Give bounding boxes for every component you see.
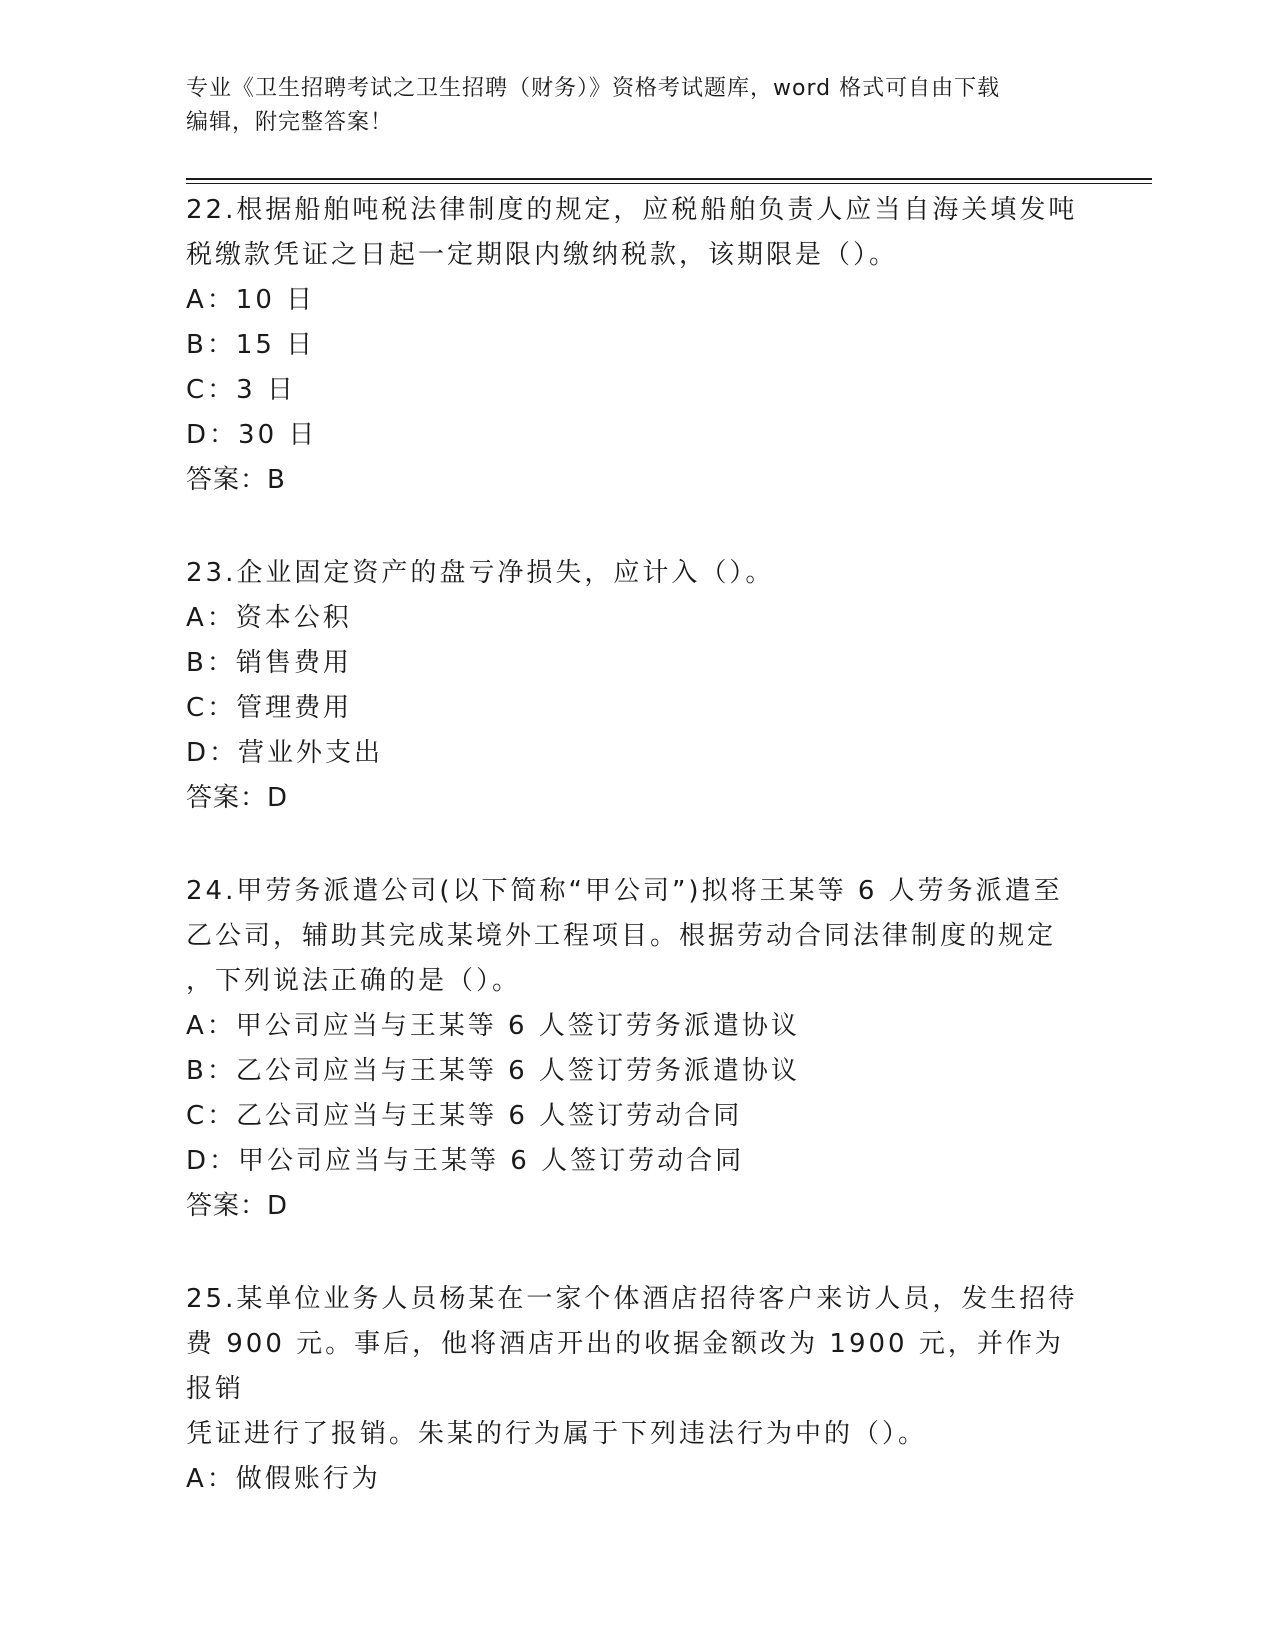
option-b: B：销售费用 (186, 648, 352, 678)
option-d: D：30 日 (186, 420, 318, 450)
header-divider-thin (186, 183, 1152, 184)
question-stem-line: 费 900 元。事后，他将酒店开出的收据金额改为 1900 元，并作为报销 (186, 1329, 1064, 1404)
option-a: A：资本公积 (186, 603, 352, 633)
option-d: D：甲公司应当与王某等 6 人签订劳动合同 (186, 1146, 745, 1176)
option-b: B：乙公司应当与王某等 6 人签订劳务派遣协议 (186, 1056, 800, 1086)
option-c: C：管理费用 (186, 693, 353, 723)
document-header (186, 72, 1086, 140)
question-stem-line: 25.某单位业务人员杨某在一家个体酒店招待客户来访人员，发生招待 (186, 1284, 1078, 1314)
header-line-1: 专业《卫生招聘考试之卫生招聘（财务）》资格考试题库，word 格式可自由下载 (186, 76, 1001, 101)
option-a: A：甲公司应当与王某等 6 人签订劳务派遣协议 (186, 1011, 800, 1041)
question-23 (186, 551, 1086, 821)
answer-line: 答案：D (186, 1191, 289, 1221)
question-stem-line: ，下列说法正确的是（）。 (186, 966, 522, 996)
option-d: D：营业外支出 (186, 738, 384, 768)
answer-line: 答案：D (186, 783, 289, 813)
question-24 (186, 869, 1086, 1229)
header-divider-thick (186, 178, 1152, 180)
question-list (186, 188, 1086, 1502)
option-c: C：乙公司应当与王某等 6 人签订劳动合同 (186, 1101, 743, 1131)
question-stem-line: 乙公司，辅助其完成某境外工程项目。根据劳动合同法律制度的规定 (186, 921, 1057, 951)
option-a: A：做假账行为 (186, 1464, 381, 1494)
option-a: A：10 日 (186, 285, 316, 315)
answer-line: 答案：B (186, 465, 286, 495)
question-22 (186, 188, 1086, 503)
question-stem-line: 24.甲劳务派遣公司(以下简称“甲公司”)拟将王某等 6 人劳务派遣至 (186, 876, 1063, 906)
question-stem-line: 税缴款凭证之日起一定期限内缴纳税款，该期限是（）。 (186, 240, 899, 270)
header-line-2: 编辑，附完整答案！ (186, 110, 394, 135)
question-25 (186, 1277, 1086, 1502)
question-stem-line: 凭证进行了报销。朱某的行为属于下列违法行为中的（）。 (186, 1419, 928, 1449)
question-stem-line: 23.企业固定资产的盘亏净损失，应计入（）。 (186, 558, 775, 588)
option-c: C：3 日 (186, 375, 296, 405)
option-b: B：15 日 (186, 330, 316, 360)
question-stem-line: 22.根据船舶吨税法律制度的规定，应税船舶负责人应当自海关填发吨 (186, 195, 1078, 225)
